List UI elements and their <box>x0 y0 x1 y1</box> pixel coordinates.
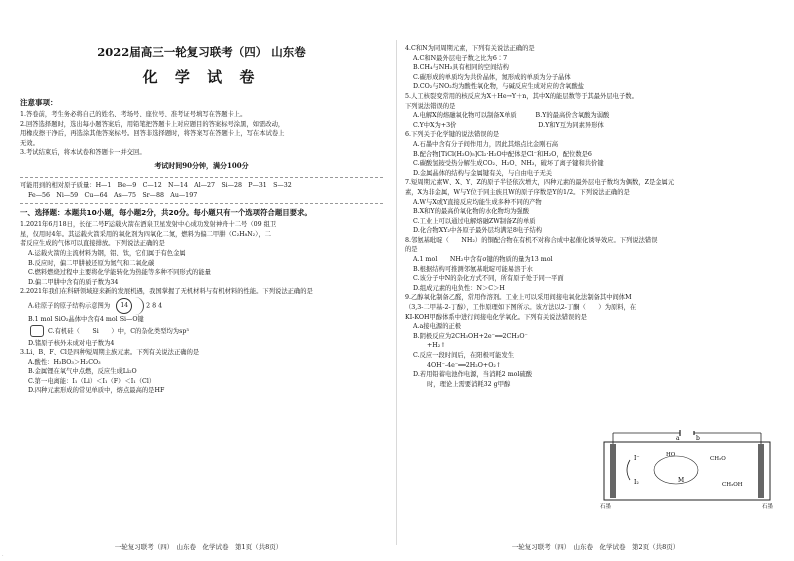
notice-item: 无效。 <box>20 139 39 147</box>
benzene-ring-icon <box>30 325 44 337</box>
option-text: A.硅原子的原子结构示意图为 <box>28 302 111 310</box>
question-line: 7.短周期元素W、X、Y、Z的原子半径依次增大，四种元素的最外层电子数均为偶数，Z是金属元 <box>405 179 675 187</box>
notice-item: 用橡皮擦干净后，再选涂其他答案标号。回答非选择题时，将答案写在答题卡上，写在本试卷上 <box>20 130 285 138</box>
question-line: 素，X为非金属，W与Y位于同主族且W的原子序数是Y的1/2。下列说法正确的是 <box>405 188 630 196</box>
option-line: C.碳酸氢铵受热分解生成CO₂、H₂O、NH₃，破坏了离子键和共价键 <box>413 160 604 168</box>
notice-item: 1.答卷前，考生务必将自己的姓名、考场号、座位号、准考证号填写在答题卡上。 <box>20 111 247 118</box>
option-line: D.若用铅蓄电池作电源，当消耗2 mol硫酸 <box>413 371 533 379</box>
page-footer: 一轮复习联考（四） 山东卷 化学试卷 第1页（共8页） <box>114 543 283 551</box>
m-label: M <box>678 477 685 484</box>
left-electrode-label: 石墨 <box>600 504 612 510</box>
option-line: C.工业上可以通过电解熔融ZW制备Z的单质 <box>413 217 536 225</box>
question-4 <box>405 44 778 92</box>
question-line: 4.C和N为同周期元素，下列有关说法正确的是 <box>405 45 535 52</box>
question-line: 3.Li、B、F、Cl是四种短周期主族元素。下列有关说法正确的是 <box>20 349 200 357</box>
electrolytic-cell <box>604 442 770 500</box>
option-line: B.1 mol SiO₂晶体中含有4 mol Si—O键 <box>28 315 144 323</box>
terminal-a-label: a <box>676 435 680 442</box>
option-line: B.反应时，偏二甲肼被还原为氮气和二氧化碳 <box>28 259 155 267</box>
shell-electrons: 2 8 4 <box>146 302 163 310</box>
question-line: 的是 <box>405 246 418 254</box>
question-7 <box>405 178 778 236</box>
notice-title: 注意事项： <box>20 98 58 107</box>
divider-line <box>20 177 383 178</box>
option-line: C.燃料燃烧过程中主要将化学能转化为热能等多种不同形式的能量 <box>28 269 211 277</box>
option-line: D.偏二甲肼中含有的质子数为34 <box>28 278 119 286</box>
exam-subtitle: 化 学 试 卷 <box>142 68 261 86</box>
option-line: +H₂↑ <box>427 342 446 350</box>
option-line: D.锗原子核外未成对电子数为4 <box>28 339 115 347</box>
question-line: 者反应生成的气体可以直接排放。下列说法正确的是 <box>20 240 165 248</box>
atom-nucleus-icon: 14 <box>116 298 132 314</box>
reaction-cycle-icon <box>654 456 698 484</box>
question-1 <box>20 220 383 287</box>
question-8 <box>405 236 778 294</box>
question-3 <box>20 348 383 396</box>
time-score: 考试时间90分钟，满分100分 <box>154 160 249 170</box>
exam-title: 2022届高三一轮复习联考（四） 山东卷 <box>97 45 306 59</box>
option-line: A.a接电源的正极 <box>413 323 462 331</box>
notice-list <box>20 110 383 158</box>
atomic-masses-line: Fe—56 Ni—59 Cu—64 As—75 Sr—88 Au—197 <box>28 191 198 199</box>
option-line: 4OH⁻-4e⁻══2H₂O+O₂↑ <box>427 361 502 369</box>
option-line: A.1 mol NH₂中含有σ键的物质的量为13 mol <box>413 256 553 264</box>
notice-item: 2.回答选择题时，选出每小题答案后，用铅笔把答题卡上对应题目的答案标号涂黑，如需改动， <box>20 120 285 128</box>
option-line: B.CH₄与NH₃具有相同的空间结构 <box>413 64 509 72</box>
option-line: D.化合物XY₂中各原子最外层均满足8电子结构 <box>413 227 543 235</box>
option-line: C.反应一段时间后，在阳极可能发生 <box>413 352 515 359</box>
option-line: A.C和N最外层电子数之比为6∶7 <box>413 54 508 62</box>
iminus-label: I⁻ <box>634 455 640 462</box>
right-electrode-label: 石墨 <box>762 504 774 510</box>
option-line: B.X和Y的最高价氧化物的水化物均为强酸 <box>413 208 530 216</box>
question-line: 5.人工核裂变常用的核反应为X＋He→Y＋n，其中X的能层数等于其最外层电子数。 <box>405 92 638 100</box>
cycle-arrow-icon <box>627 460 630 480</box>
question-line: 下列说法错误的是 <box>405 102 456 110</box>
option-line: A.电解X的熔融氧化物可以制备X单质 B.Y的最高价含氧酸为弱酸 <box>413 112 610 120</box>
divider-line <box>20 203 383 204</box>
option-line: A.酸性：H₃BO₃＞H₂CO₃ <box>28 358 101 366</box>
page-footer: 一轮复习联考（四） 山东卷 化学试卷 第2页（共8页） <box>511 543 680 551</box>
option-line: B.金属锂在氧气中点燃，反应生成Li₂O <box>28 368 137 376</box>
question-line: 2.2021年我们在科研领域迎来新的发展机遇，我国掌握了无机材料与有机材料的性能。下列说法正确的是 <box>20 288 313 296</box>
option-text: C.有机硅（ Si ）中，C的杂化类型均为sp³ <box>48 327 189 335</box>
electron-shell-icon <box>129 297 144 315</box>
section-heading: 一、选择题：本题共10小题，每小题2分，共20分。每小题只有一个选项符合题目要求。 <box>20 208 312 218</box>
atomic-masses-line: 可能用到的相对原子质量：H—1 Be—9 C—12 N—14 Al—27 Si—28 P—31 S—32 <box>20 181 292 189</box>
option-line: C.碳形成的单质均为共价晶体，氮形成的单质为分子晶体 <box>413 73 571 81</box>
question-line: 8.邻氨基吡啶（ NH₂）的铜配合物在有机不对称合成中起催化诱导效应。下列说法错误 <box>405 236 658 244</box>
option-line: C.该分子中N的杂化方式不同，所有原子处于同一平面 <box>413 275 564 283</box>
option-line: A.石墨中含有分子间作用力，因此其熔点比金刚石高 <box>413 140 559 148</box>
question-9 <box>405 293 778 389</box>
option-line: B.配合物[TiCl(H₂O)₅]Cl₂·H₂O中配体是Cl⁻和H₂O，配位数是6 <box>413 150 592 158</box>
question-2 <box>20 287 383 348</box>
scan-corner-mark: · <box>2 553 4 559</box>
option-line: D.金属晶体的结构与金属键有关，与自由电子无关 <box>413 169 553 177</box>
terminal-b-label: b <box>696 435 700 442</box>
option-line: B.阴极反应为2CH₃OH+2e⁻══2CH₃O⁻ <box>413 332 528 340</box>
ho-label: HO <box>666 452 676 458</box>
option-line: D.四种元素形成的常见单质中，熔点最高的是HF <box>28 387 165 395</box>
question-6 <box>405 130 778 178</box>
option-line: 时，理论上需要消耗32 g甲醇 <box>427 380 511 388</box>
question-5 <box>405 92 778 130</box>
question-line: 6.下列关于化学键的说法错误的是 <box>405 131 500 139</box>
option-line: D.CO₂与NO₂均为酸性氧化物，与碱反应生成对应的含氧酸盐 <box>413 83 585 91</box>
option-line: A.运载火箭的主流材料为钢，铝、钛，它们属于有色金属 <box>28 249 186 257</box>
option-line: A.W与X或Y直接反应均能生成多种不同的产物 <box>413 198 542 206</box>
notice-item: 3.考试结束后，将本试卷和答题卡一并交回。 <box>20 149 146 157</box>
right-electrode <box>758 444 764 498</box>
option-line <box>20 325 383 339</box>
option-line: C.Y中X为+3价 D.Y和Y互为同素异形体 <box>413 121 604 129</box>
question-line: KI-KOH甲醇体系中进行间接电化学氧化。下列有关说法错误的是 <box>405 313 587 321</box>
option-line <box>20 297 383 315</box>
ch3oh-label: CH₃OH <box>722 482 743 488</box>
question-line: 9.乙醇氧化制备乙醛，常用作溶剂。工业上可以采用间接电氧化法制备其中间体M <box>405 294 632 302</box>
i2-label: I₂ <box>634 479 639 486</box>
question-line: 星，仅用时4年。其运载火箭采用的氧化剂为四氧化二氮，燃料为偏二甲肼（C₂H₈N₂），二 <box>20 230 271 238</box>
option-line: D.组成元素的电负性：N＞C＞H <box>413 284 505 292</box>
ch2o-label: CH₂O <box>710 456 726 462</box>
option-line: B.根据结构可推测邻氨基吡啶可能易溶于水 <box>413 265 533 273</box>
left-electrode <box>610 444 616 498</box>
option-line: C.第一电离能：I₁（Li）＜I₁（F）＜I₁（Cl） <box>28 377 156 385</box>
question-line: （3,3-二甲基-2-丁醇），工作原理如下图所示。该方法以2-丁酮（ ）为原料，在 <box>405 304 637 312</box>
electrolysis-diagram <box>590 430 786 510</box>
question-line: 1.2021年6月18日，长征二号F运载火箭在酒泉卫星发射中心成功发射神舟十二号（09 组卫 <box>20 221 277 229</box>
